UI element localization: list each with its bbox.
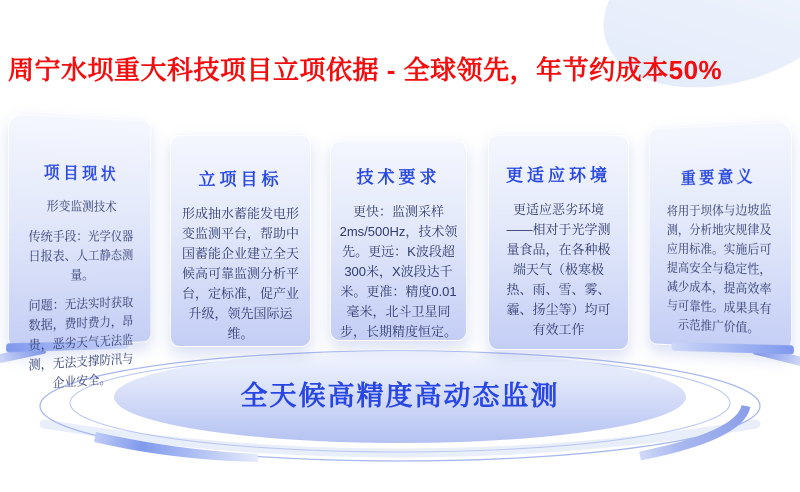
platform-label: 全天候高精度高动态监测 (240, 381, 560, 411)
card-paragraph: 更适应恶劣环境——相对于光学测量食品，在各种极端天气（极寒极热、雨、雪、雾、霾、扬尘等）均可有效工作 (506, 202, 611, 337)
card-significance (649, 120, 792, 352)
card-subtitle: 形变监测技术 (46, 198, 117, 214)
card-title: 立项目标 (198, 170, 283, 189)
card-tech-requirements (330, 140, 467, 341)
card-title: 重要意义 (680, 167, 757, 188)
page-title: 周宁水坝重大科技项目立项依据 - 全球领先，年节约成本50% (8, 55, 723, 85)
card-paragraph: 更快：监测采样2ms/500Hz，技术领先。更远：K波段超300米，X波段达千米。更准：精度0.01毫米，北斗卫星同步，长期精度恒定。 (339, 204, 458, 339)
card-paragraph: 形成抽水蓄能发电形变监测平台，帮助中国蓄能企业建立全天候高可靠监测分析平台，定标准，促产业升级，领先国际运维。 (181, 206, 299, 341)
card-title: 项目现状 (43, 163, 120, 184)
card-project-goal (170, 134, 311, 347)
card-environment-adaptability (488, 134, 629, 350)
card-title: 更适应环境 (506, 166, 611, 185)
card-paragraph: 问题：无法实时获取数据，费时费力，昂贵，恶劣天气无法监测，无法支撑防汛与企业安全。 (28, 294, 134, 391)
card-title: 技术要求 (356, 168, 441, 187)
card-paragraph: 将用于坝体与边坡监测，分析地灾规律及应用标准。实施后可提高安全与稳定性，减少成本，提高效率与可靠性。成果具有示范推广价值。 (666, 202, 772, 336)
card-paragraph: 传统手段：光学仪器日报表、人工静态测量。 (28, 229, 134, 283)
card-project-status (8, 112, 151, 391)
